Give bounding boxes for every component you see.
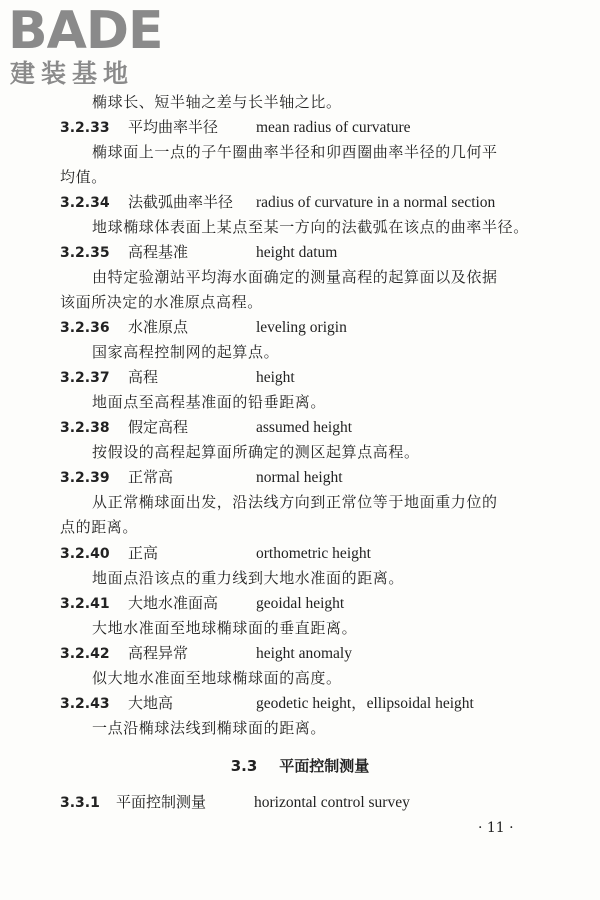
entry-definition: 该面所决定的水准原点高程。 [60,293,263,311]
entry-heading [60,317,347,338]
term-english: assumed height [256,419,352,436]
term-chinese: 平面控制测量 [116,793,207,811]
entry-definition: 地球椭球体表面上某点至某一方向的法截弧在该点的曲率半径。 [92,218,529,236]
term-english: geodetic height，ellipsoidal height [256,695,474,712]
entry-heading [60,117,411,138]
term-english: horizontal control survey [254,794,410,811]
term-number: 3.2.36 [60,320,110,336]
term-number: 3.2.42 [60,646,110,662]
section-title: 平面控制测量 [279,757,370,775]
entry-heading [60,242,337,263]
term-number: 3.2.41 [60,596,110,612]
entry-heading [60,467,343,488]
term-english: leveling origin [256,319,347,336]
entry-definition: 按假设的高程起算面所确定的测区起算点高程。 [92,443,420,461]
entry-heading [60,543,371,564]
entry-definition: 由特定验潮站平均海水面确定的测量高程的起算面以及依据 [92,268,498,286]
entry-definition: 椭球面上一点的子午圈曲率半径和卯酉圈曲率半径的几何平 [92,143,498,161]
section-heading [0,756,600,776]
entry-3-3-1 [60,792,410,813]
opening-line: 椭球长、短半轴之差与长半轴之比。 [92,93,342,111]
section-number: 3.3 [230,757,258,775]
bade-logo [8,1,178,90]
entry-heading [60,693,474,714]
term-number: 3.2.39 [60,470,110,486]
term-chinese: 平均曲率半径 [128,118,219,136]
term-number: 3.3.1 [60,795,100,811]
entry-heading [60,417,352,438]
entry-definition: 一点沿椭球法线到椭球面的距离。 [92,719,327,737]
term-number: 3.2.37 [60,370,110,386]
term-number: 3.2.40 [60,546,110,562]
term-number: 3.2.38 [60,420,110,436]
entry-heading [60,593,344,614]
entry-definition: 大地水准面至地球椭球面的垂直距离。 [92,619,358,637]
term-english: height datum [256,244,338,261]
logo-wordmark: BADE [8,1,163,61]
entry-definition: 似大地水准面至地球椭球面的高度。 [92,669,342,687]
entry-definition: 地面点至高程基准面的铅垂距离。 [92,393,327,411]
term-english: orthometric height [256,545,371,562]
term-chinese: 法截弧曲率半径 [128,193,234,211]
entry-heading [60,643,352,664]
entry-definition: 均值。 [60,168,107,186]
term-chinese: 水准原点 [128,318,189,336]
term-english: height anomaly [256,645,352,662]
term-english: radius of curvature in a normal section [256,194,496,211]
term-number: 3.2.33 [60,120,110,136]
term-english: mean radius of curvature [256,119,411,136]
term-chinese: 高程异常 [128,644,189,662]
entry-definition: 点的距离。 [60,518,139,536]
entry-heading [60,192,495,213]
entry-definition: 国家高程控制网的起算点。 [92,343,280,361]
entry-heading [60,367,295,388]
term-chinese: 大地高 [128,694,174,712]
logo-subtitle: 建装基地 [10,59,135,88]
term-chinese: 高程基准 [128,243,189,261]
term-chinese: 高程 [128,368,159,386]
term-chinese: 正高 [128,544,159,562]
term-english: normal height [256,469,343,486]
entry-definition: 地面点沿该点的重力线到大地水准面的距离。 [92,569,405,587]
term-number: 3.2.35 [60,245,110,261]
entry-definition: 从正常椭球面出发，沿法线方向到正常位等于地面重力位的 [92,493,498,511]
term-number: 3.2.34 [60,195,110,211]
term-chinese: 大地水准面高 [128,594,219,612]
term-english: geoidal height [256,595,345,612]
term-number: 3.2.43 [60,696,110,712]
term-english: height [256,369,295,386]
term-chinese: 假定高程 [128,418,189,436]
page-number: · 11 · [478,820,514,836]
term-chinese: 正常高 [128,468,174,486]
